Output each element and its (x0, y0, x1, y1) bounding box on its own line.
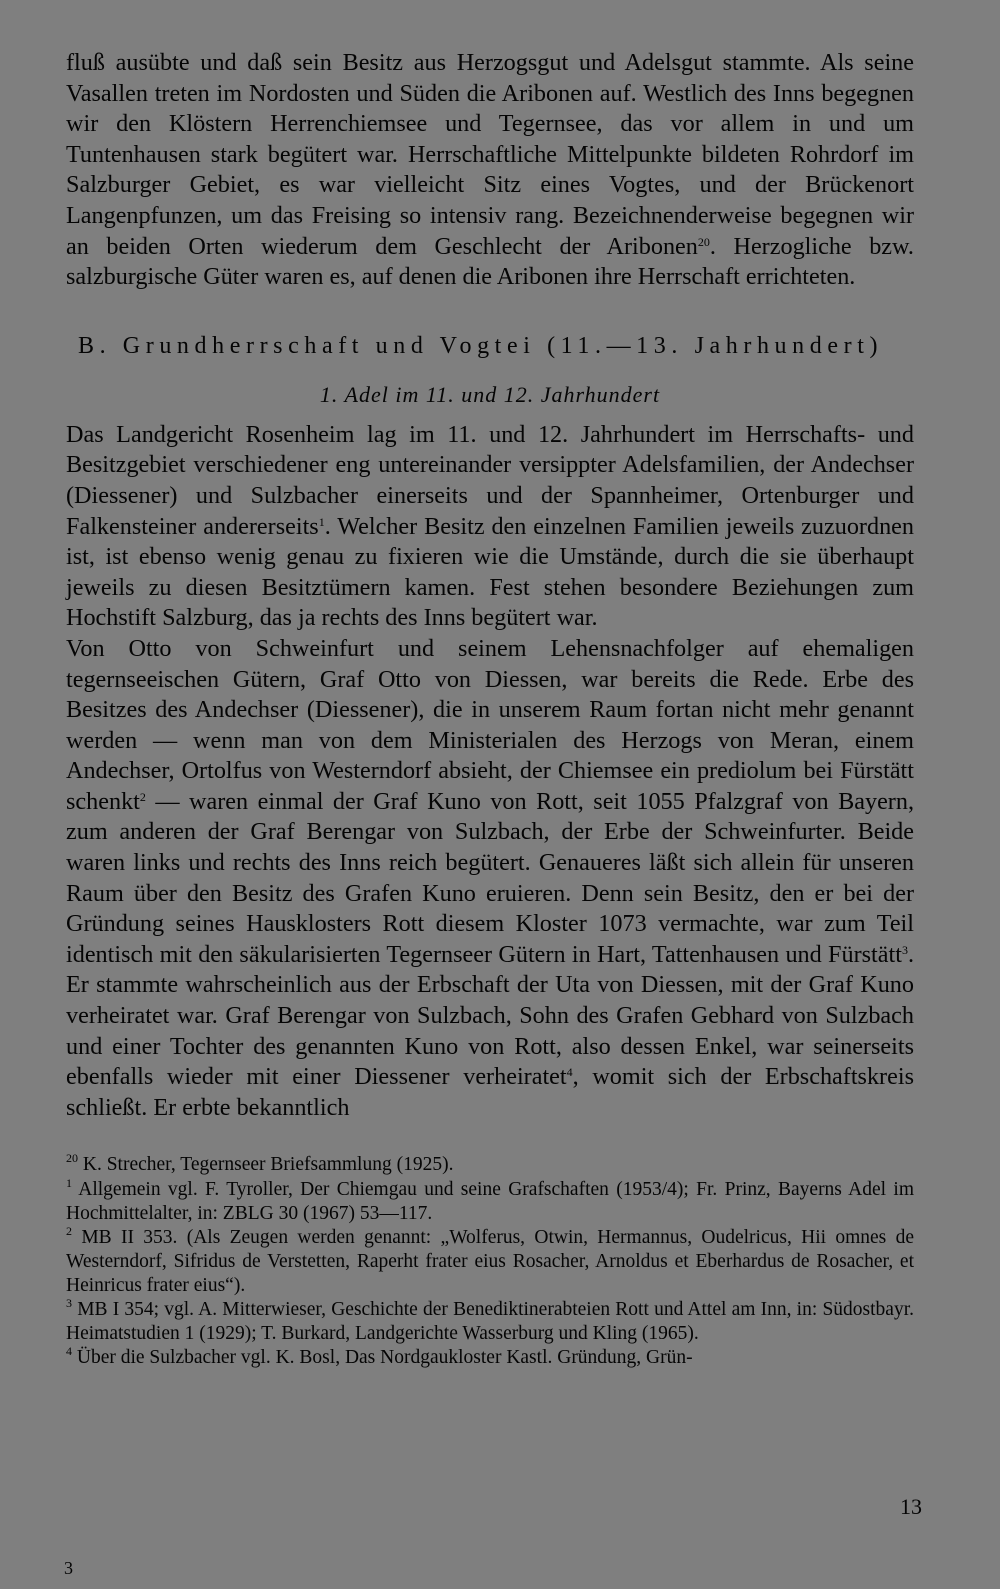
paragraph-body-1 (66, 420, 914, 634)
footnote-20 (66, 1153, 914, 1177)
paragraph-text: . Herzogliche bzw. salzburgische Güter waren es, auf denen die Aribonen ihre Herrschaft errichteten. (66, 232, 914, 291)
footnote-2 (66, 1223, 914, 1298)
subsection-heading: 1. Adel im 11. und 12. Jahrhundert (319, 381, 661, 407)
paragraph-text: , womit sich der Erbschaftskreis schließt. Er erbte bekanntlich (66, 1063, 914, 1121)
footnote-text: MB I 354; vgl. A. Mitterwieser, Geschichte der Benediktinerabteien Rott und Attel am Inn, in: Südostbayr. Heimatstudien 1 (1929); T. Burkard, Landgerichte Wasserburg und Kling (1965). (66, 1298, 914, 1345)
footnote-reference: 2 (139, 789, 146, 804)
paragraph-opening (66, 48, 914, 293)
page-number: 13 (900, 1494, 922, 1519)
footnote-reference: 1 (318, 514, 325, 529)
footnote-reference: 20 (697, 234, 710, 249)
footnote-3 (66, 1295, 914, 1346)
footnote-mark: 4 (66, 1344, 72, 1359)
footnote-text: Über die Sulzbacher vgl. K. Bosl, Das Nordgaukloster Kastl. Gründung, Grün- (76, 1347, 693, 1369)
footnote-reference: 3 (901, 942, 908, 957)
footnote-mark: 3 (66, 1295, 72, 1310)
section-heading: B. Grundherrschaft und Vogtei (11.—13. Jahrhundert) (78, 332, 884, 359)
footnote-4 (66, 1346, 914, 1370)
signature-mark: 3 (64, 1558, 73, 1578)
footnotes (66, 1153, 914, 1370)
paragraph-text: Das Landgericht Rosenheim lag im 11. und 12. Jahrhundert im Herrschafts- und Besitzgebiet verschiedener eng untereinander versippter Adelsfamilien, der Andechser (Diessener) und Sulzbacher einerseits und der Spannheimer, Ortenburger und Falkensteiner andererseits (66, 420, 914, 540)
footnote-mark: 1 (66, 1175, 72, 1190)
page-content (66, 48, 914, 1370)
footnote-1 (66, 1175, 914, 1226)
footnote-text: MB II 353. (Als Zeugen werden genannt: „Wolferus, Otwin, Hermannus, Oudelricus, Hii omnes de Westerndorf, Sifridus de Verstetten, Raperht frater eius Rosacher, Arnoldus et Eberhardus de Rosacher, et Heinricus frater eius“). (66, 1226, 914, 1296)
footnote-text: Allgemein vgl. F. Tyroller, Der Chiemgau und seine Grafschaften (1953/4); Fr. Prinz, Bayerns Adel im Hochmittelalter, in: ZBLG 30 (1967) 53—117. (66, 1178, 914, 1224)
paragraph-text: — waren einmal der Graf Kuno von Rott, seit 1055 Pfalzgraf von Bayern, zum anderen der Graf Berengar von Sulzbach, der Erbe der Schweinfurter. Beide waren links und rechts des Inns reich begütert. Genaueres läßt sich allein für unseren Raum über den Besitz des Grafen Kuno eruieren. Denn sein Besitz, den er bei der Gründung seines Hausklosters Rott diesem Kloster 1073 vermachte, war zum Teil identisch mit den säkularisierten Tegernseer Gütern in Hart, Tattenhausen und Fürstätt (66, 787, 914, 968)
paragraph-text: . Er stammte wahrscheinlich aus der Erbschaft der Uta von Diessen, mit der Graf Kuno verheiratet war. Graf Berengar von Sulzbach, Sohn des Grafen Gebhard von Sulzbach und einer Tochter des genannten Kuno von Rott, also dessen Enkel, war seinerseits ebenfalls wieder mit einer Diessener verheiratet (66, 940, 914, 1091)
paragraph-body-2 (66, 634, 914, 1124)
footnote-mark: 2 (66, 1223, 72, 1238)
footnote-text: K. Strecher, Tegernseer Briefsammlung (1925). (82, 1154, 454, 1176)
footnote-mark: 20 (66, 1151, 78, 1166)
paragraph-text: fluß ausübte und daß sein Besitz aus Herzogsgut und Adelsgut stammte. Als seine Vasallen treten im Nordosten und Süden die Aribonen auf. Westlich des Inns begegnen wir den Klöstern Herrenchiemsee und Tegernsee, das vor allem in und um Tuntenhausen stark begütert war. Herrschaftliche Mittelpunkte bildeten Rohrdorf im Salzburger Gebiet, es war vielleicht Sitz eines Vogtes, und der Brückenort Langenpfunzen, um das Freising so intensiv rang. Bezeichnenderweise begegnen wir an beiden Orten wiederum dem Geschlecht der Aribonen (66, 49, 914, 260)
paragraph-text: Von Otto von Schweinfurt und seinem Lehensnachfolger auf ehemaligen tegernseeischen Gütern, Graf Otto von Diessen, war bereits die Rede. Erbe des Besitzes des Andechser (Diessener), die in unserem Raum fortan nicht mehr genannt werden — wenn man von dem Ministerialen des Herzogs von Meran, einem Andechser, Ortolfus von Westerndorf absieht, der Chiemsee ein prediolum bei Fürstätt schenkt (66, 634, 914, 815)
footnote-reference: 4 (566, 1065, 573, 1080)
paragraph-text: . Welcher Besitz den einzelnen Familien jeweils zuzuordnen ist, ist ebenso wenig genau zu fixieren wie die Umstände, durch die sie überhaupt jeweils zu diesen Besitztümern kamen. Fest stehen besondere Beziehungen zum Hochstift Salzburg, das ja rechts des Inns begütert war. (66, 512, 914, 632)
